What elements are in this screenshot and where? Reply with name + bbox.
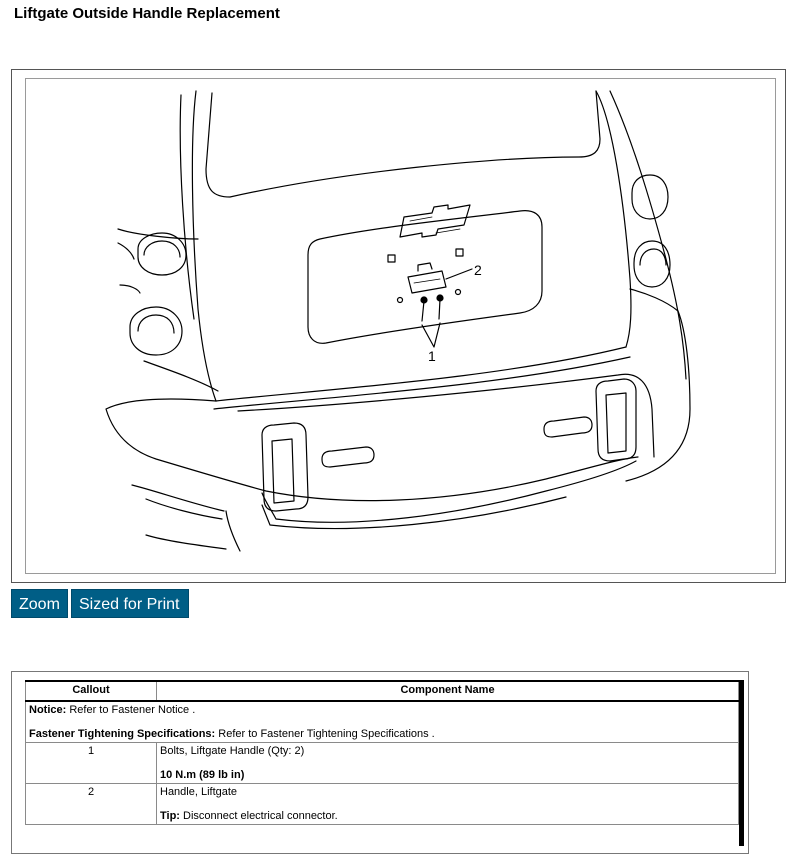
liftgate-illustration: [25, 78, 776, 574]
right-tail-lamp-lower: [634, 241, 670, 287]
spec-line: [29, 728, 735, 740]
bolt-right: [439, 299, 440, 319]
body-left-pillar: [192, 91, 216, 401]
tip-text: Disconnect electrical connector.: [183, 810, 338, 822]
liftgate-lower-edge: [216, 347, 626, 401]
row-2-name: Handle, Liftgate: [160, 786, 238, 798]
row-1-torque: 10 N.m (89 lb in): [160, 769, 245, 781]
body-right-outer: [610, 91, 686, 379]
notice-text: Refer to Fastener Notice .: [69, 704, 196, 716]
left-tail-lamp-upper: [138, 233, 186, 275]
table-header-row: [26, 681, 739, 701]
figure-frame: [11, 69, 786, 583]
right-reflector: [596, 379, 636, 461]
component-table: [25, 680, 739, 825]
table-row: [26, 784, 739, 825]
spec-table-frame: [11, 671, 749, 854]
rear-window: [206, 91, 600, 197]
notice-line: [29, 704, 735, 716]
row-1-callout: 1: [26, 743, 157, 784]
left-reflector: [262, 423, 308, 511]
license-recess: [308, 211, 542, 344]
page-title: Liftgate Outside Handle Replacement: [14, 5, 280, 22]
table-right-border: [739, 680, 744, 846]
bolt-left: [422, 301, 424, 321]
right-bumper-slot: [544, 417, 592, 437]
right-tail-lamp-upper: [632, 175, 668, 219]
liftgate-handle: [408, 271, 446, 293]
row-2-tip: [160, 810, 735, 822]
spec-label: Fastener Tightening Specifications:: [29, 728, 216, 740]
body-left-rear: [180, 95, 194, 319]
zoom-button[interactable]: Zoom: [11, 589, 68, 618]
table-row: [26, 743, 739, 784]
sized-for-print-button[interactable]: Sized for Print: [71, 589, 189, 618]
notice-row: [26, 701, 739, 743]
callout-header: Callout: [26, 681, 157, 701]
left-bumper-slot: [322, 447, 374, 467]
callout-1-label: 1: [428, 348, 436, 364]
tip-label: Tip:: [160, 810, 180, 822]
callout-2-label: 2: [474, 262, 482, 278]
row-2-callout: 2: [26, 784, 157, 825]
row-1-name: Bolts, Liftgate Handle (Qty: 2): [160, 745, 305, 757]
component-header: Component Name: [157, 681, 739, 701]
notice-label: Notice:: [29, 704, 67, 716]
spec-text: Refer to Fastener Tightening Specifications .: [218, 728, 435, 740]
